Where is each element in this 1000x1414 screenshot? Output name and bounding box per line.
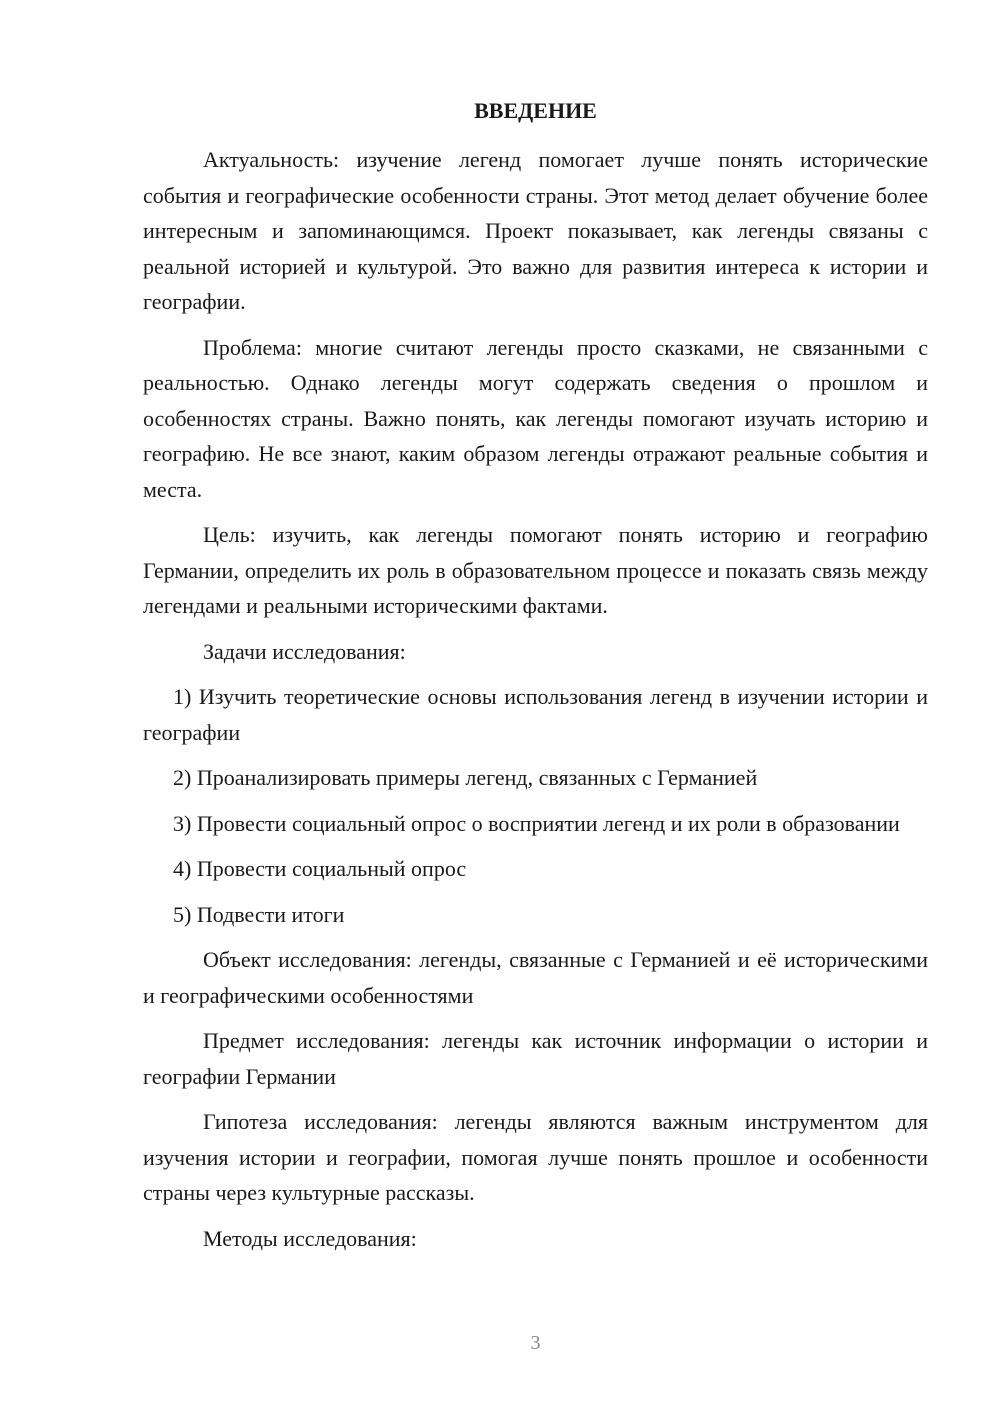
methods-heading: Методы исследования: <box>203 1225 417 1251</box>
relevance-paragraph: Актуальность: изучение легенд помогает лучше понять исторические события и географические особенности страны. Этот метод делает обучение более интересным и запоминающимся. Проект показывает, как легенды связаны с реальной историей и культурой. Это важно для развития интереса к истории и географии. <box>143 147 928 314</box>
page-title: ВВЕДЕНИЕ <box>474 98 597 123</box>
task-item-5: 5) Подвести итоги <box>173 901 345 927</box>
task-item-4: 4) Провести социальный опрос <box>173 856 467 881</box>
object-paragraph: Объект исследования: легенды, связанные с Германией и её историческими и географическими особенностями <box>143 947 928 1008</box>
goal-paragraph: Цель: изучить, как легенды помогают понять историю и географию Германии, определить их роль в образовательном процессе и показать связь между легендами и реальными историческими фактами. <box>143 522 928 618</box>
task-item-2: 2) Проанализировать примеры легенд, связанных с Германией <box>173 765 758 790</box>
page-number: 3 <box>530 1332 541 1354</box>
document-body <box>143 142 928 1266</box>
hypothesis-paragraph: Гипотеза исследования: легенды являются важным инструментом для изучения истории и географии, помогая лучше понять прошлое и особенности страны через культурные рассказы. <box>143 1109 928 1205</box>
subject-paragraph: Предмет исследования: легенды как источник информации о истории и географии Германии <box>143 1028 928 1089</box>
task-item-1: 1) Изучить теоретические основы использования легенд в изучении истории и географии <box>143 684 928 745</box>
task-item-3: 3) Провести социальный опрос о восприятии легенд и их роли в образовании <box>173 810 900 836</box>
problem-paragraph: Проблема: многие считают легенды просто сказками, не связанными с реальностью. Однако легенды могут содержать сведения о прошлом и особенностях страны. Важно понять, как легенды помогают изучать историю и географию. Не все знают, каким образом легенды отражают реальные события и места. <box>143 334 928 502</box>
document-page <box>143 0 928 1414</box>
tasks-heading: Задачи исследования: <box>203 638 406 664</box>
